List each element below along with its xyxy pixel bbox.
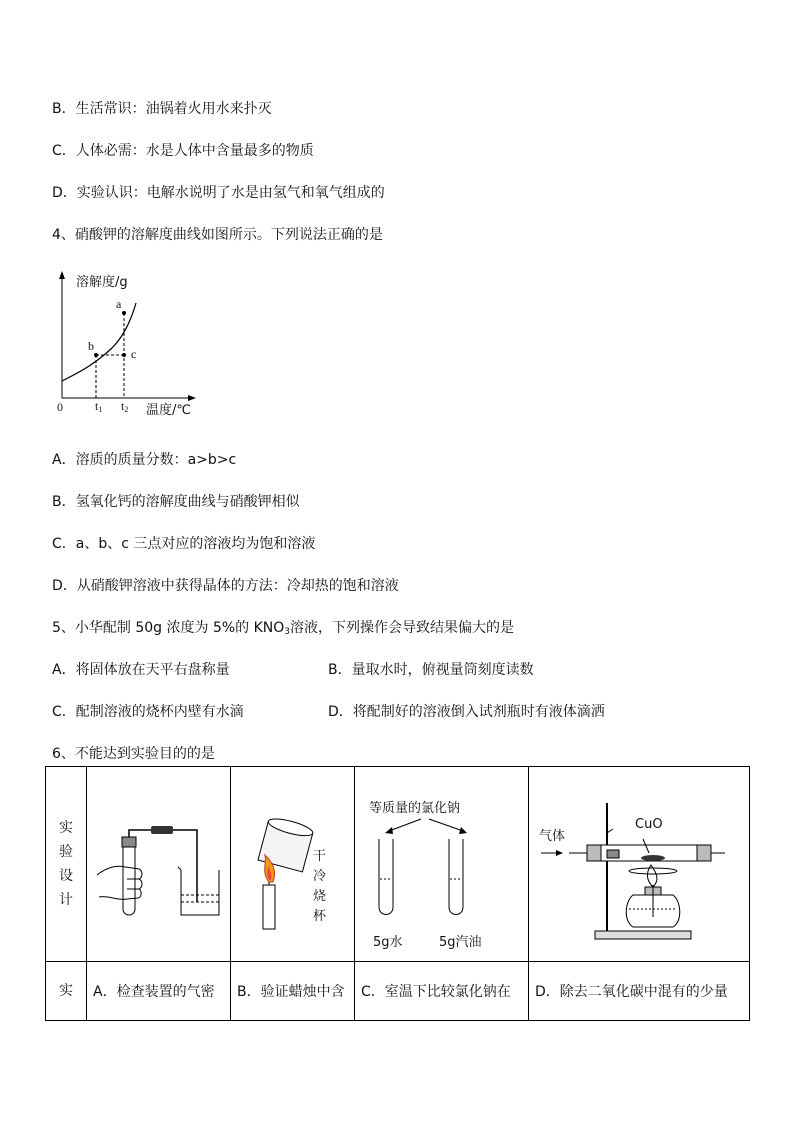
purpose-a: A．检查装置的气密	[87, 962, 231, 1021]
purpose-c: C．室温下比较氯化钠在	[355, 962, 529, 1021]
option-4c: C．a、b、c 三点对应的溶液均为饱和溶液	[52, 536, 316, 552]
cuo-reduction-apparatus	[529, 767, 750, 961]
row-header-purpose: 实	[46, 962, 87, 1021]
gas-label: 气体	[539, 829, 566, 844]
design-cell-d	[529, 767, 750, 962]
x-axis-label: 温度/℃	[146, 403, 191, 418]
question-4: 4、硝酸钾的溶解度曲线如图所示。下列说法正确的是	[52, 227, 383, 243]
point-b	[94, 353, 98, 357]
row-header-design: 实 验 设 计	[46, 767, 87, 962]
purpose-d: D．除去二氧化碳中混有的少量	[529, 962, 750, 1021]
question-6: 6、不能达到实验目的的是	[52, 746, 215, 762]
nacl-title: 等质量的氯化钠	[369, 801, 461, 816]
purpose-b: B．验证蜡烛中含	[231, 962, 355, 1021]
design-cell-a	[87, 767, 231, 962]
question-5: 5、小华配制 50g 浓度为 5%的 $KNO_3$溶液，下列操作会导致结果偏大的是	[52, 620, 515, 637]
option-3b: B．生活常识：油锅着火用水来扑灭	[52, 101, 272, 117]
x-tick-t2: t2	[121, 399, 129, 414]
point-a-label: a	[116, 297, 122, 311]
water-label: 5g水	[373, 935, 403, 950]
point-b-label: b	[88, 339, 94, 353]
x-tick-t1: t1	[95, 399, 103, 414]
option-5d: D．将配制好的溶液倒入试剂瓶时有液体滴洒	[328, 704, 605, 720]
option-4d: D．从硝酸钾溶液中获得晶体的方法：冷却热的饱和溶液	[52, 578, 399, 594]
design-cell-c	[355, 767, 529, 962]
candle-apparatus	[231, 767, 355, 961]
point-a	[122, 311, 126, 315]
option-4b: B．氢氧化钙的溶解度曲线与硝酸钾相似	[52, 494, 300, 510]
option-3d: D．实验认识：电解水说明了水是由氢气和氧气组成的	[52, 185, 385, 201]
cuo-label: CuO	[635, 817, 663, 832]
airtightness-apparatus	[87, 767, 231, 961]
origin-label: 0	[57, 400, 63, 414]
solubility-chart	[50, 268, 210, 424]
point-c	[122, 353, 126, 357]
point-c-label: c	[131, 347, 137, 361]
option-5a: A．将固体放在天平右盘称量	[52, 662, 230, 678]
cold-beaker-label: 干 冷 烧 杯	[313, 849, 327, 924]
gasoline-label: 5g汽油	[439, 935, 482, 950]
option-5b: B．量取水时，俯视量筒刻度读数	[328, 662, 534, 678]
x-axis-arrow	[188, 395, 196, 401]
option-3c: C．人体必需：水是人体中含量最多的物质	[52, 143, 314, 159]
option-4a: A．溶质的质量分数：a>b>c	[52, 452, 237, 468]
option-5c: C．配制溶液的烧杯内壁有水滴	[52, 704, 244, 720]
experiment-table	[45, 766, 750, 1021]
design-cell-b	[231, 767, 355, 962]
y-axis-label: 溶解度/g	[76, 275, 128, 290]
y-axis-arrow	[59, 271, 65, 279]
